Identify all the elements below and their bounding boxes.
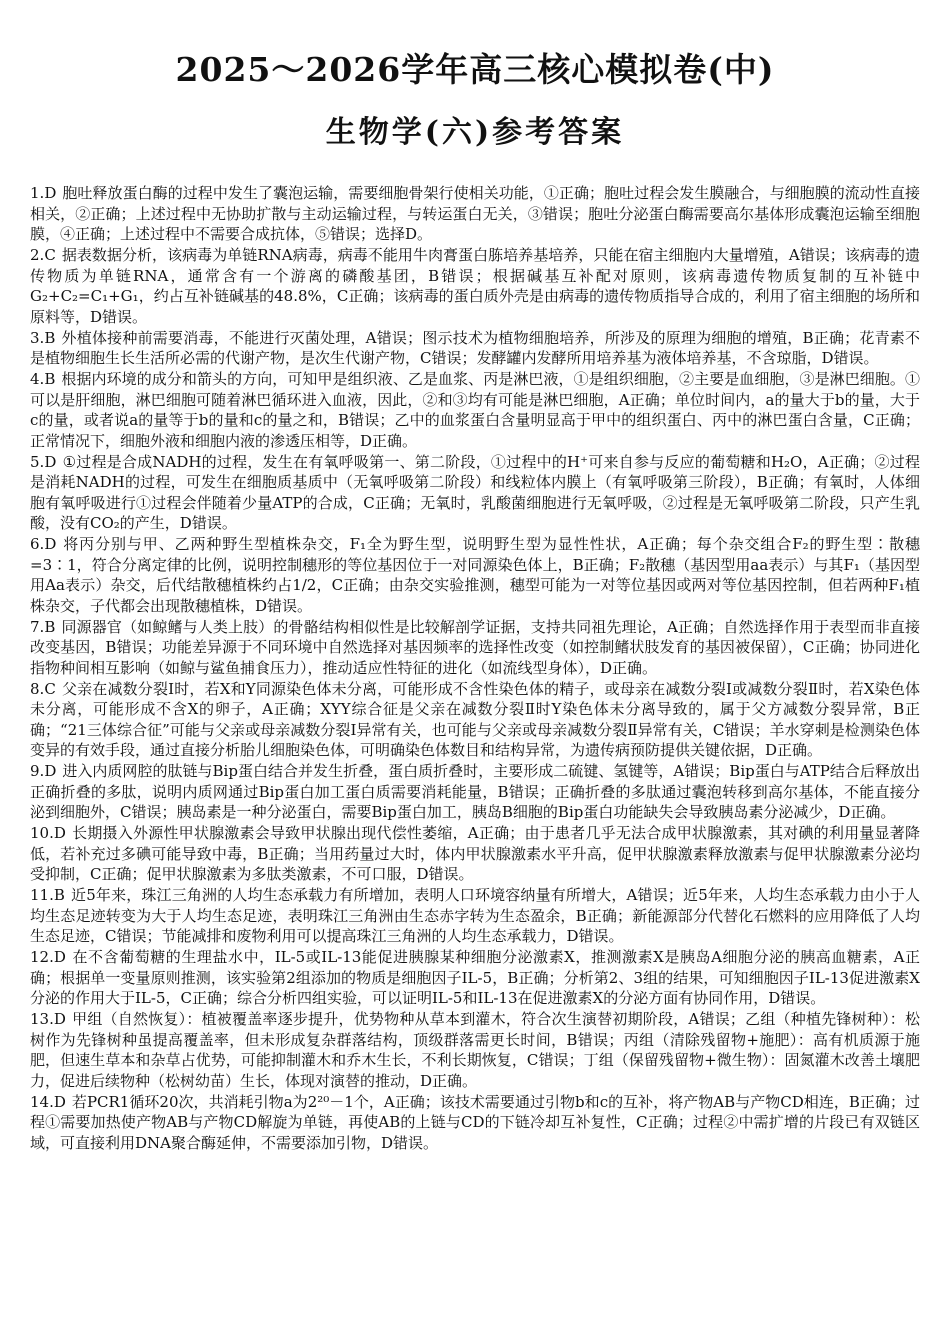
- page-title: 2025～2026学年高三核心模拟卷(中): [175, 50, 775, 89]
- page-subtitle: 生物学(六)参考答案: [325, 115, 625, 150]
- answer-item: [30, 947, 920, 1009]
- answer-number: 7.: [30, 617, 45, 636]
- answer-choice: B: [44, 328, 56, 347]
- answer-explanation: 胞吐释放蛋白酶的过程中发生了囊泡运输，需要细胞骨架行使相关功能，①正确；胞吐过程会发生膜融合，与细胞膜的流动性直接相关，②正确；上述过程中无协助扩散与主动运输过程，与转运蛋白无关，③错误；胞吐分泌蛋白酶需要高尔基体形成囊泡运输至细胞膜，④正确；上述过程中不需要合成抗体，⑤错误；选择D。: [30, 184, 920, 243]
- answer-number: 12.: [30, 948, 54, 966]
- answer-explanation: 长期摄入外源性甲状腺激素会导致甲状腺出现代偿性萎缩，A正确；由于患者几乎无法合成甲状腺激素，其对碘的利用量显著降低，若补充过多碘可能导致中毒，B正确；当用药量过大时，体内甲状腺激素水平升高，促甲状腺激素释放激素与促甲状腺激素分泌均受抑制，C正确；促甲状腺激素为多肽类激素，不可口服，D错误。: [30, 824, 920, 883]
- answer-choice: D: [53, 948, 66, 966]
- answer-number: 4.: [30, 370, 45, 388]
- answer-explanation: 根据内环境的成分和箭头的方向，可知甲是组织液、乙是血浆、丙是淋巴液，①是组织细胞，②主要是血细胞，③是淋巴细胞。①可以是肝细胞，淋巴细胞可随着淋巴循环进入血液，因此，②和③均有可能是淋巴细胞，A正确；单位时间内，a的量大于b的量，大于c的量，或者说a的量等于b的量和c的量之和，B错误；乙中的血浆蛋白含量明显高于甲中的组织蛋白、丙中的淋巴蛋白含量，C正确；正常情况下，细胞外液和细胞内液的渗透压相等，D正确。: [30, 370, 920, 450]
- answer-item: [30, 761, 920, 823]
- answer-item: [30, 679, 920, 761]
- answer-explanation: 将丙分别与甲、乙两种野生型植株杂交，F₁全为野生型，说明野生型为显性性状，A正确；每个杂交组合F₂的野生型∶散穗=3∶1，符合分离定律的比例，说明控制穗形的等位基因位于一对同源染色体上，B正确；F₂散穗（基因型用aa表示）与其F₁（基因型用Aa表示）杂交，后代结散穗植株约占1/2，C正确；由杂交实验推测，穗型可能为一对等位基因或两对等位基因控制，但若两种F₁植株杂交，子代都会出现散穗植株，D错误。: [30, 535, 920, 615]
- answer-number: 8.: [30, 679, 45, 698]
- answer-choice: B: [44, 370, 56, 388]
- answer-number: 10.: [30, 824, 54, 842]
- answer-item: [30, 328, 920, 369]
- answer-explanation: 进入内质网腔的肽链与Bip蛋白结合并发生折叠，蛋白质折叠时，主要形成二硫键、氢键等，A错误；Bip蛋白与ATP结合后释放出正确折叠的多肽，说明内质网通过Bip蛋白加工蛋白质需要消耗能量，B错误；正确折叠的多肽通过囊泡转移到高尔基体，不能直接分泌到细胞外，C错误；胰岛素是一种分泌蛋白，需要Bip蛋白加工，胰岛B细胞的Bip蛋白功能缺失会导致胰岛素分泌减少，D正确。: [30, 762, 920, 821]
- answer-choice: D: [53, 824, 66, 842]
- answer-number: 13.: [30, 1010, 54, 1028]
- answer-explanation: 近5年来，珠江三角洲的人均生态承载力有所增加，表明人口环境容纳量有所增大，A错误；近5年来，人均生态承载力由小于人均生态足迹转变为大于人均生态足迹，表明珠江三角洲由生态赤字转为生态盈余，B正确；新能源部分代替化石燃料的应用降低了人均生态足迹，C错误；节能减排和废物利用可以提高珠江三角洲的人均生态承载力，D错误。: [30, 886, 920, 945]
- answer-item: [30, 1092, 920, 1154]
- answer-choice: D: [44, 762, 57, 780]
- answer-item: [30, 452, 920, 534]
- answer-item: [30, 885, 920, 947]
- answer-explanation: ①过程是合成NADH的过程，发生在有氧呼吸第一、第二阶段，①过程中的H⁺可来自参与反应的葡萄糖和H₂O，A正确；②过程是消耗NADH的过程，可发生在细胞质基质中（无氧呼吸第二阶段）和线粒体内膜上（有氧呼吸第三阶段），B正确；有氧时，人体细胞有氧呼吸进行①过程会伴随着少量ATP的合成，C正确；无氧时，乳酸菌细胞进行无氧呼吸，②过程是无氧呼吸第二阶段，只产生乳酸，没有CO₂的产生，D错误。: [30, 452, 920, 532]
- answer-choice: B: [53, 886, 65, 904]
- answer-number: 11.: [30, 886, 54, 904]
- answer-item: [30, 617, 920, 679]
- answer-choice: D: [44, 184, 57, 202]
- answer-explanation: 外植体接种前需要消毒，不能进行灭菌处理，A错误；图示技术为植物细胞培养，所涉及的原理为细胞的增殖，B正确；花青素不是植物细胞生长生活所必需的代谢产物，是次生代谢产物，C错误；发酵罐内发酵所用培养基为液体培养基，不含琼脂，D错误。: [30, 328, 920, 367]
- answer-list: [30, 183, 920, 1154]
- answer-item: [30, 823, 920, 885]
- answer-explanation: 同源器官（如鲸鳍与人类上肢）的骨骼结构相似性是比较解剖学证据，支持共同祖先理论，A正确；自然选择作用于表型而非直接改变基因，B错误；功能差异源于不同环境中自然选择对基因频率的选择性改变（如控制鳍状肢发育的基因被保留），C正确；协同进化指物种间相互影响（如鲸与鲨鱼捕食压力），推动适应性特征的进化（如流线型身体），D正确。: [30, 617, 920, 677]
- answer-item: [30, 1009, 920, 1091]
- answer-choice: D: [53, 1010, 66, 1028]
- answer-explanation: 若PCR1循环20次，共消耗引物a为2²⁰－1个，A正确；该技术需要通过引物b和c的互补，将产物AB与产物CD相连，B正确；过程①需要加热使产物AB与产物CD解旋为单链，再使AB的上链与CD的下链冷却互补复性，C正确；过程②中需扩增的片段已有双链区域，可直接利用DNA聚合酶延伸，不需要添加引物，D错误。: [30, 1092, 920, 1152]
- answer-explanation: 据表数据分析，该病毒为单链RNA病毒，病毒不能用牛肉膏蛋白胨培养基培养，只能在宿主细胞内大量增殖，A错误；该病毒的遗传物质为单链RNA，通常含有一个游离的磷酸基团，B错误；根据碱基互补配对原则，该病毒遗传物质复制的互补链中G₂+C₂=C₁+G₁，约占互补链碱基的48.8%，C正确；该病毒的蛋白质外壳是由病毒的遗传物质指导合成的，利用了宿主细胞的场所和原料等，D错误。: [30, 246, 920, 326]
- answer-item: [30, 245, 920, 327]
- answer-number: 3.: [30, 328, 45, 347]
- answer-explanation: 甲组（自然恢复）：植被覆盖率逐步提升，优势物种从草本到灌木，符合次生演替初期阶段，A错误；乙组（种植先锋树种）：松树作为先锋树种虽提高覆盖率，但未形成复杂群落结构，顶级群落需更长时间，B错误；丙组（清除残留物+施肥）：高有机质源于施肥，但速生草本和杂草占优势，可能抑制灌木和乔木生长，不利长期恢复，C错误；丁组（保留残留物+微生物）：固氮灌木改善土壤肥力，促进后续物种（松树幼苗）生长，体现对演替的推动，D正确。: [30, 1010, 920, 1090]
- answer-choice: D: [44, 535, 57, 553]
- answer-choice: C: [44, 246, 56, 264]
- answer-choice: C: [44, 679, 56, 698]
- answer-number: 1.: [30, 184, 45, 202]
- answer-choice: D: [44, 452, 57, 471]
- answer-number: 5.: [30, 452, 45, 471]
- answer-choice: D: [53, 1092, 66, 1111]
- answer-choice: B: [44, 617, 56, 636]
- answer-explanation: 父亲在减数分裂Ⅰ时，若X和Y同源染色体未分离，可能形成不含性染色体的精子，或母亲在减数分裂Ⅰ或减数分裂Ⅱ时，若X染色体未分离，可能形成不含X的卵子，A正确；XYY综合征是父亲在减数分裂Ⅱ时Y染色体未分离导致的，属于父方减数分裂异常，B正确；“21三体综合征”可能与父亲或母亲减数分裂Ⅰ异常有关，也可能与父亲或母亲减数分裂Ⅱ异常有关，C错误；羊水穿刺是检测染色体变异的有效手段，通过直接分析胎儿细胞染色体，可明确染色体数目和结构异常，为遗传病预防提供关键依据，D正确。: [30, 679, 920, 759]
- answer-item: [30, 183, 920, 245]
- answer-number: 9.: [30, 762, 45, 780]
- answer-item: [30, 534, 920, 616]
- answer-number: 14.: [30, 1092, 54, 1111]
- answer-number: 6.: [30, 535, 45, 553]
- answer-item: [30, 369, 920, 451]
- answer-number: 2.: [30, 246, 45, 264]
- answer-explanation: 在不含葡萄糖的生理盐水中，IL-5或IL-13能促进胰腺某种细胞分泌激素X，推测激素X是胰岛A细胞分泌的胰高血糖素，A正确；根据单一变量原则推测，该实验第2组添加的物质是细胞因子IL-5，B正确；分析第2、3组的结果，可知细胞因子IL-13促进激素X分泌的作用大于IL-5，C正确；综合分析四组实验，可以证明IL-5和IL-13在促进激素X的分泌方面有协同作用，D错误。: [30, 948, 920, 1007]
